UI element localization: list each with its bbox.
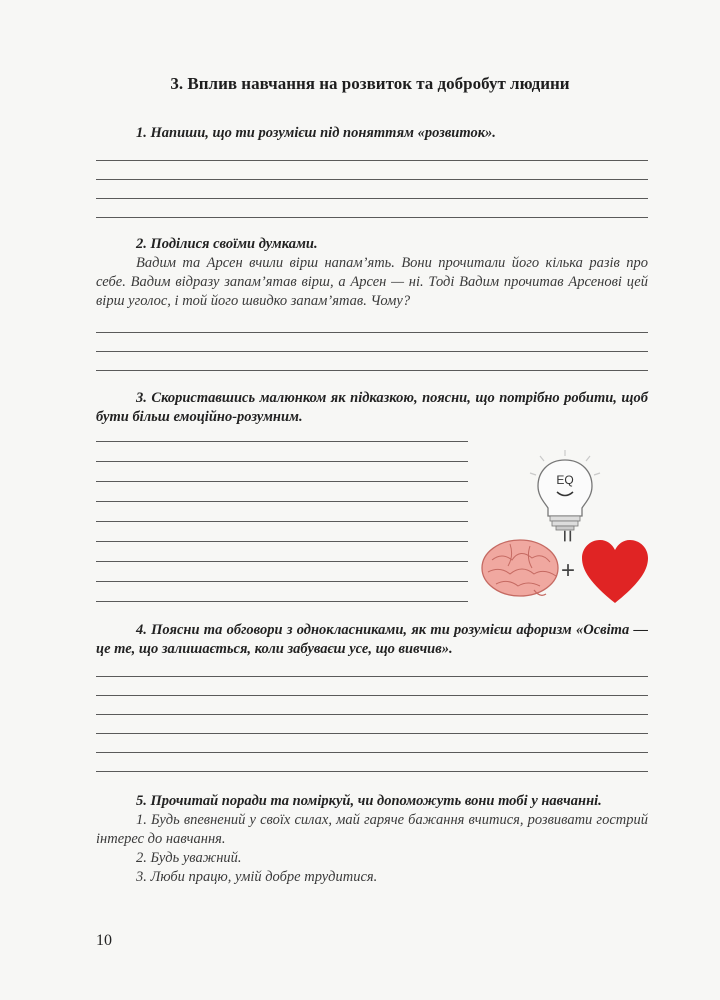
answer-line[interactable]	[96, 370, 648, 371]
answer-line[interactable]	[96, 771, 648, 772]
answer-line[interactable]	[96, 733, 648, 734]
answer-line[interactable]	[96, 561, 468, 562]
heart-icon	[582, 540, 648, 603]
task-3-heading: 3. Скориставшись малюнком як підказкою, поясни, що потрібно робити, щоб бути більш емоційно-розумним.	[96, 390, 648, 425]
task-5-heading: 5. Прочитай поради та поміркуй, чи допоможуть вони тобі у навчанні.	[136, 793, 602, 809]
answer-line[interactable]	[96, 501, 468, 502]
answer-line[interactable]	[96, 217, 648, 218]
task-2-heading: 2. Поділися своїми думками.	[136, 236, 318, 252]
task-1	[96, 124, 648, 143]
answer-line[interactable]	[96, 198, 648, 199]
answer-line[interactable]	[96, 332, 648, 333]
bulb-label: EQ	[556, 473, 574, 487]
answer-line[interactable]	[96, 179, 648, 180]
answer-line[interactable]	[96, 481, 468, 482]
eq-illustration	[470, 448, 650, 608]
equals-sign: =	[555, 529, 580, 543]
answer-line[interactable]	[96, 601, 468, 602]
answer-line[interactable]	[96, 160, 648, 161]
task-4-heading: 4. Поясни та обговори з однокласниками, як ти розумієш афоризм «Освіта — це те, що залишається, коли забуваєш усе, що вивчив».	[96, 622, 648, 657]
answer-line[interactable]	[96, 441, 468, 442]
answer-line[interactable]	[96, 581, 468, 582]
tip-2: 2. Будь уважний.	[136, 850, 242, 866]
task-4	[96, 621, 648, 659]
answer-line[interactable]	[96, 676, 648, 677]
answer-line[interactable]	[96, 752, 648, 753]
section-title: 3. Вплив навчання на розвиток та добробут людини	[170, 74, 570, 93]
answer-line[interactable]	[96, 714, 648, 715]
plus-sign: +	[560, 557, 576, 584]
task-2-text: Вадим та Арсен вчили вірш напам’ять. Вони прочитали його кілька разів про себе. Вадим відразу запам’ятав вірш, а Арсен — ні. Тоді Вадим прочитав Арсенові цей вірш уголос, і той його швидко запам’ятав. Чому?	[96, 255, 648, 309]
tip-3: 3. Люби працю, умій добре трудитися.	[136, 869, 378, 885]
answer-line[interactable]	[96, 351, 648, 352]
task-1-heading: 1. Напиши, що ти розумієш під поняттям «розвиток».	[136, 125, 496, 141]
task-5	[96, 792, 648, 887]
answer-line[interactable]	[96, 521, 468, 522]
answer-line[interactable]	[96, 695, 648, 696]
task-2	[96, 235, 648, 311]
tip-1: 1. Будь впевнений у своїх силах, май гаряче бажання вчитися, розвивати гострий інтерес до навчання.	[96, 812, 648, 847]
answer-line[interactable]	[96, 461, 468, 462]
brain-icon	[482, 540, 558, 596]
lightbulb-icon	[538, 460, 592, 530]
answer-line[interactable]	[96, 541, 468, 542]
page-number: 10	[96, 932, 112, 949]
task-3	[96, 389, 648, 427]
